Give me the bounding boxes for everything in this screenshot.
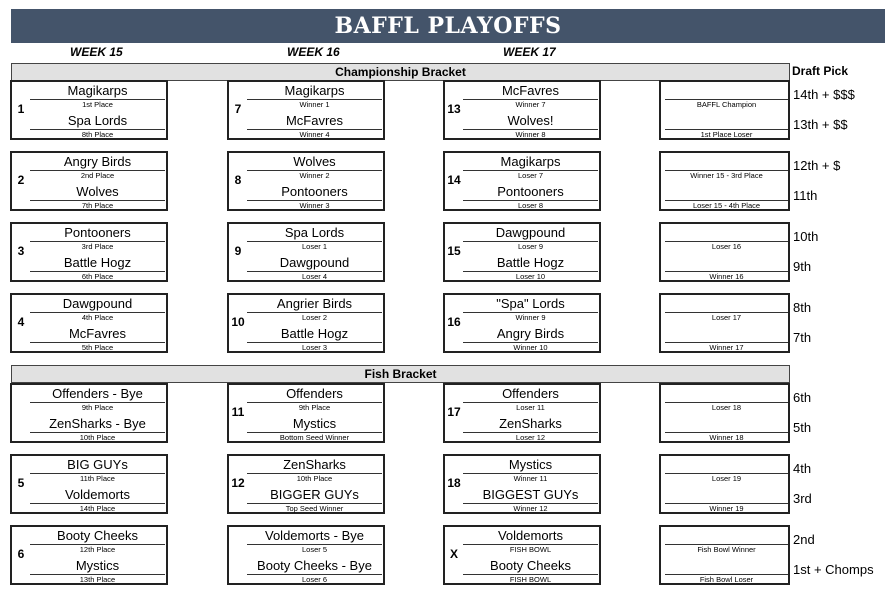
team-bottom: Booty Cheeks xyxy=(490,558,571,573)
draft-pick-bottom: 5th xyxy=(793,420,812,435)
game-number: 13 xyxy=(447,102,461,116)
pick-condition-top: Winner 15 - 3rd Place xyxy=(690,171,763,180)
draft-pick-top: 14th + $$$ xyxy=(793,87,855,102)
pick-condition-bottom: Loser 15 - 4th Place xyxy=(692,201,761,210)
team-top: Mystics xyxy=(508,457,553,472)
seed-note-top: Winner 1 xyxy=(299,100,330,109)
team-top: ZenSharks xyxy=(283,457,346,472)
draft-pick-top: 6th xyxy=(793,390,812,405)
seed-note-top: 12th Place xyxy=(79,545,116,554)
team-bottom: Angry Birds xyxy=(496,326,565,341)
pick-box xyxy=(659,151,790,211)
team-top: Angrier Birds xyxy=(276,296,353,311)
team-bottom: Booty Cheeks - Bye xyxy=(257,558,372,573)
team-bottom: Wolves! xyxy=(507,113,554,128)
page-title: BAFFL PLAYOFFS xyxy=(11,9,885,43)
seed-note-bottom: Winner 3 xyxy=(299,201,330,210)
team-top: Voldemorts xyxy=(497,528,564,543)
draft-pick-top: 10th xyxy=(793,229,819,244)
team-bottom: Mystics xyxy=(292,416,337,431)
matchup-box xyxy=(10,222,168,282)
matchup-box xyxy=(10,454,168,514)
pick-box xyxy=(659,383,790,443)
fish-bracket-header: Fish Bracket xyxy=(11,365,790,383)
seed-note-bottom: 13th Place xyxy=(79,575,116,584)
team-top: Dawgpound xyxy=(62,296,133,311)
pick-condition-top: BAFFL Champion xyxy=(696,100,757,109)
matchup-box xyxy=(10,151,168,211)
pick-condition-bottom: 1st Place Loser xyxy=(700,130,753,139)
seed-note-top: Loser 5 xyxy=(301,545,328,554)
seed-note-bottom: 5th Place xyxy=(81,343,114,352)
seed-note-top: Loser 11 xyxy=(516,403,545,412)
game-number: 9 xyxy=(234,244,242,258)
seed-note-top: 10th Place xyxy=(296,474,333,483)
matchup-box xyxy=(227,293,385,353)
seed-note-bottom: 8th Place xyxy=(81,130,114,139)
pick-condition-top: Fish Bowl Winner xyxy=(697,545,756,554)
team-top: McFavres xyxy=(501,83,560,98)
game-number: 14 xyxy=(447,173,461,187)
game-number: 15 xyxy=(447,244,461,258)
team-top: Booty Cheeks xyxy=(57,528,138,543)
matchup-box xyxy=(10,293,168,353)
game-number: 11 xyxy=(231,405,245,419)
matchup-box xyxy=(227,525,385,585)
team-bottom: Battle Hogz xyxy=(496,255,565,270)
seed-note-top: 9th Place xyxy=(298,403,331,412)
seed-note-top: 2nd Place xyxy=(80,171,115,180)
pick-condition-top: Loser 18 xyxy=(711,403,742,412)
matchup-box xyxy=(227,80,385,140)
matchup-box xyxy=(10,383,168,443)
game-number: 10 xyxy=(231,315,245,329)
seed-note-top: FISH BOWL xyxy=(509,545,552,554)
team-bottom: BIGGEST GUYs xyxy=(482,487,579,502)
seed-note-bottom: Loser 4 xyxy=(301,272,328,281)
pick-condition-top: Loser 17 xyxy=(711,313,742,322)
matchup-box xyxy=(227,222,385,282)
seed-note-bottom: Top Seed Winner xyxy=(285,504,344,513)
team-bottom: McFavres xyxy=(68,326,127,341)
draft-pick-top: 12th + $ xyxy=(793,158,841,173)
game-number: 16 xyxy=(447,315,461,329)
team-bottom: Wolves xyxy=(76,184,119,199)
team-bottom: Battle Hogz xyxy=(63,255,132,270)
seed-note-bottom: Loser 8 xyxy=(517,201,544,210)
pick-box xyxy=(659,222,790,282)
team-top: Magikarps xyxy=(284,83,345,98)
game-number: 4 xyxy=(17,315,25,329)
team-top: Spa Lords xyxy=(284,225,345,240)
seed-note-bottom: 7th Place xyxy=(81,201,114,210)
draft-pick-top: 8th xyxy=(793,300,812,315)
game-number: 7 xyxy=(234,102,242,116)
team-top: Dawgpound xyxy=(495,225,566,240)
seed-note-top: 9th Place xyxy=(81,403,114,412)
seed-note-bottom: FISH BOWL xyxy=(509,575,552,584)
seed-note-bottom: 6th Place xyxy=(81,272,114,281)
team-top: Magikarps xyxy=(500,154,561,169)
pick-condition-bottom: Winner 19 xyxy=(709,504,744,513)
game-number: 17 xyxy=(447,405,461,419)
matchup-box xyxy=(227,454,385,514)
pick-condition-bottom: Winner 17 xyxy=(709,343,744,352)
game-number: 6 xyxy=(17,547,25,561)
seed-note-bottom: Bottom Seed Winner xyxy=(279,433,350,442)
game-number: 12 xyxy=(231,476,245,490)
matchup-box xyxy=(443,525,601,585)
draft-pick-bottom: 13th + $$ xyxy=(793,117,848,132)
game-number: 8 xyxy=(234,173,242,187)
team-bottom: ZenSharks xyxy=(499,416,562,431)
pick-condition-bottom: Winner 18 xyxy=(709,433,744,442)
draft-pick-header: Draft Pick xyxy=(792,64,849,78)
team-top: "Spa" Lords xyxy=(496,296,565,311)
draft-pick-bottom: 9th xyxy=(793,259,812,274)
team-bottom: Voldemorts xyxy=(64,487,131,502)
seed-note-top: 4th Place xyxy=(81,313,114,322)
seed-note-bottom: Loser 3 xyxy=(301,343,328,352)
pick-condition-top: Loser 19 xyxy=(711,474,742,483)
team-top: Pontooners xyxy=(64,225,131,240)
matchup-box xyxy=(443,383,601,443)
team-bottom: Pontooners xyxy=(497,184,564,199)
team-bottom: Mystics xyxy=(75,558,120,573)
pick-box xyxy=(659,80,790,140)
team-top: BIG GUYs xyxy=(67,457,128,472)
draft-pick-bottom: 11th xyxy=(793,188,818,203)
team-top: Wolves xyxy=(293,154,336,169)
seed-note-bottom: Winner 8 xyxy=(515,130,546,139)
matchup-box xyxy=(227,383,385,443)
matchup-box xyxy=(443,80,601,140)
seed-note-bottom: Winner 4 xyxy=(299,130,330,139)
week-15-header: WEEK 15 xyxy=(70,45,123,59)
draft-pick-top: 2nd xyxy=(793,532,815,547)
matchup-box xyxy=(10,80,168,140)
seed-note-top: Winner 11 xyxy=(513,474,548,483)
draft-pick-bottom: 1st + Chomps xyxy=(793,562,874,577)
seed-note-top: Loser 9 xyxy=(517,242,544,251)
game-number: 1 xyxy=(17,102,25,116)
seed-note-top: 1st Place xyxy=(82,100,113,109)
seed-note-top: 3rd Place xyxy=(81,242,114,251)
pick-box xyxy=(659,525,790,585)
draft-pick-bottom: 7th xyxy=(793,330,812,345)
seed-note-top: Winner 2 xyxy=(299,171,330,180)
team-bottom: Pontooners xyxy=(281,184,348,199)
game-number: 5 xyxy=(17,476,25,490)
seed-note-bottom: Loser 6 xyxy=(301,575,328,584)
game-number: 2 xyxy=(17,173,25,187)
matchup-box xyxy=(10,525,168,585)
team-top: Offenders xyxy=(286,386,343,401)
team-top: Offenders - Bye xyxy=(52,386,143,401)
team-bottom: McFavres xyxy=(285,113,344,128)
matchup-box xyxy=(443,454,601,514)
seed-note-bottom: 10th Place xyxy=(79,433,116,442)
team-bottom: ZenSharks - Bye xyxy=(49,416,146,431)
seed-note-top: Loser 1 xyxy=(301,242,328,251)
team-bottom: Battle Hogz xyxy=(280,326,349,341)
seed-note-bottom: Winner 10 xyxy=(513,343,548,352)
game-number: 3 xyxy=(17,244,25,258)
pick-box xyxy=(659,293,790,353)
week-17-header: WEEK 17 xyxy=(503,45,556,59)
seed-note-top: Winner 9 xyxy=(515,313,546,322)
team-top: Offenders xyxy=(502,386,559,401)
seed-note-top: Loser 7 xyxy=(517,171,544,180)
pick-condition-bottom: Winner 16 xyxy=(709,272,744,281)
matchup-box xyxy=(443,222,601,282)
game-number: X xyxy=(449,547,458,561)
matchup-box xyxy=(227,151,385,211)
pick-condition-bottom: Fish Bowl Loser xyxy=(699,575,754,584)
seed-note-bottom: Winner 12 xyxy=(513,504,548,513)
team-bottom: Dawgpound xyxy=(279,255,350,270)
seed-note-bottom: Loser 10 xyxy=(515,272,546,281)
seed-note-top: Winner 7 xyxy=(515,100,546,109)
draft-pick-top: 4th xyxy=(793,461,812,476)
matchup-box xyxy=(443,151,601,211)
team-bottom: Spa Lords xyxy=(67,113,128,128)
team-top: Voldemorts - Bye xyxy=(265,528,364,543)
team-top: Angry Birds xyxy=(63,154,132,169)
game-number: 18 xyxy=(447,476,461,490)
seed-note-top: 11th Place xyxy=(80,474,115,483)
seed-note-bottom: 14th Place xyxy=(79,504,116,513)
championship-bracket-header: Championship Bracket xyxy=(11,63,790,81)
seed-note-top: Loser 2 xyxy=(301,313,328,322)
team-bottom: BIGGER GUYs xyxy=(270,487,359,502)
week-16-header: WEEK 16 xyxy=(287,45,340,59)
pick-box xyxy=(659,454,790,514)
draft-pick-bottom: 3rd xyxy=(793,491,812,506)
matchup-box xyxy=(443,293,601,353)
pick-condition-top: Loser 16 xyxy=(711,242,742,251)
seed-note-bottom: Loser 12 xyxy=(515,433,546,442)
team-top: Magikarps xyxy=(67,83,128,98)
